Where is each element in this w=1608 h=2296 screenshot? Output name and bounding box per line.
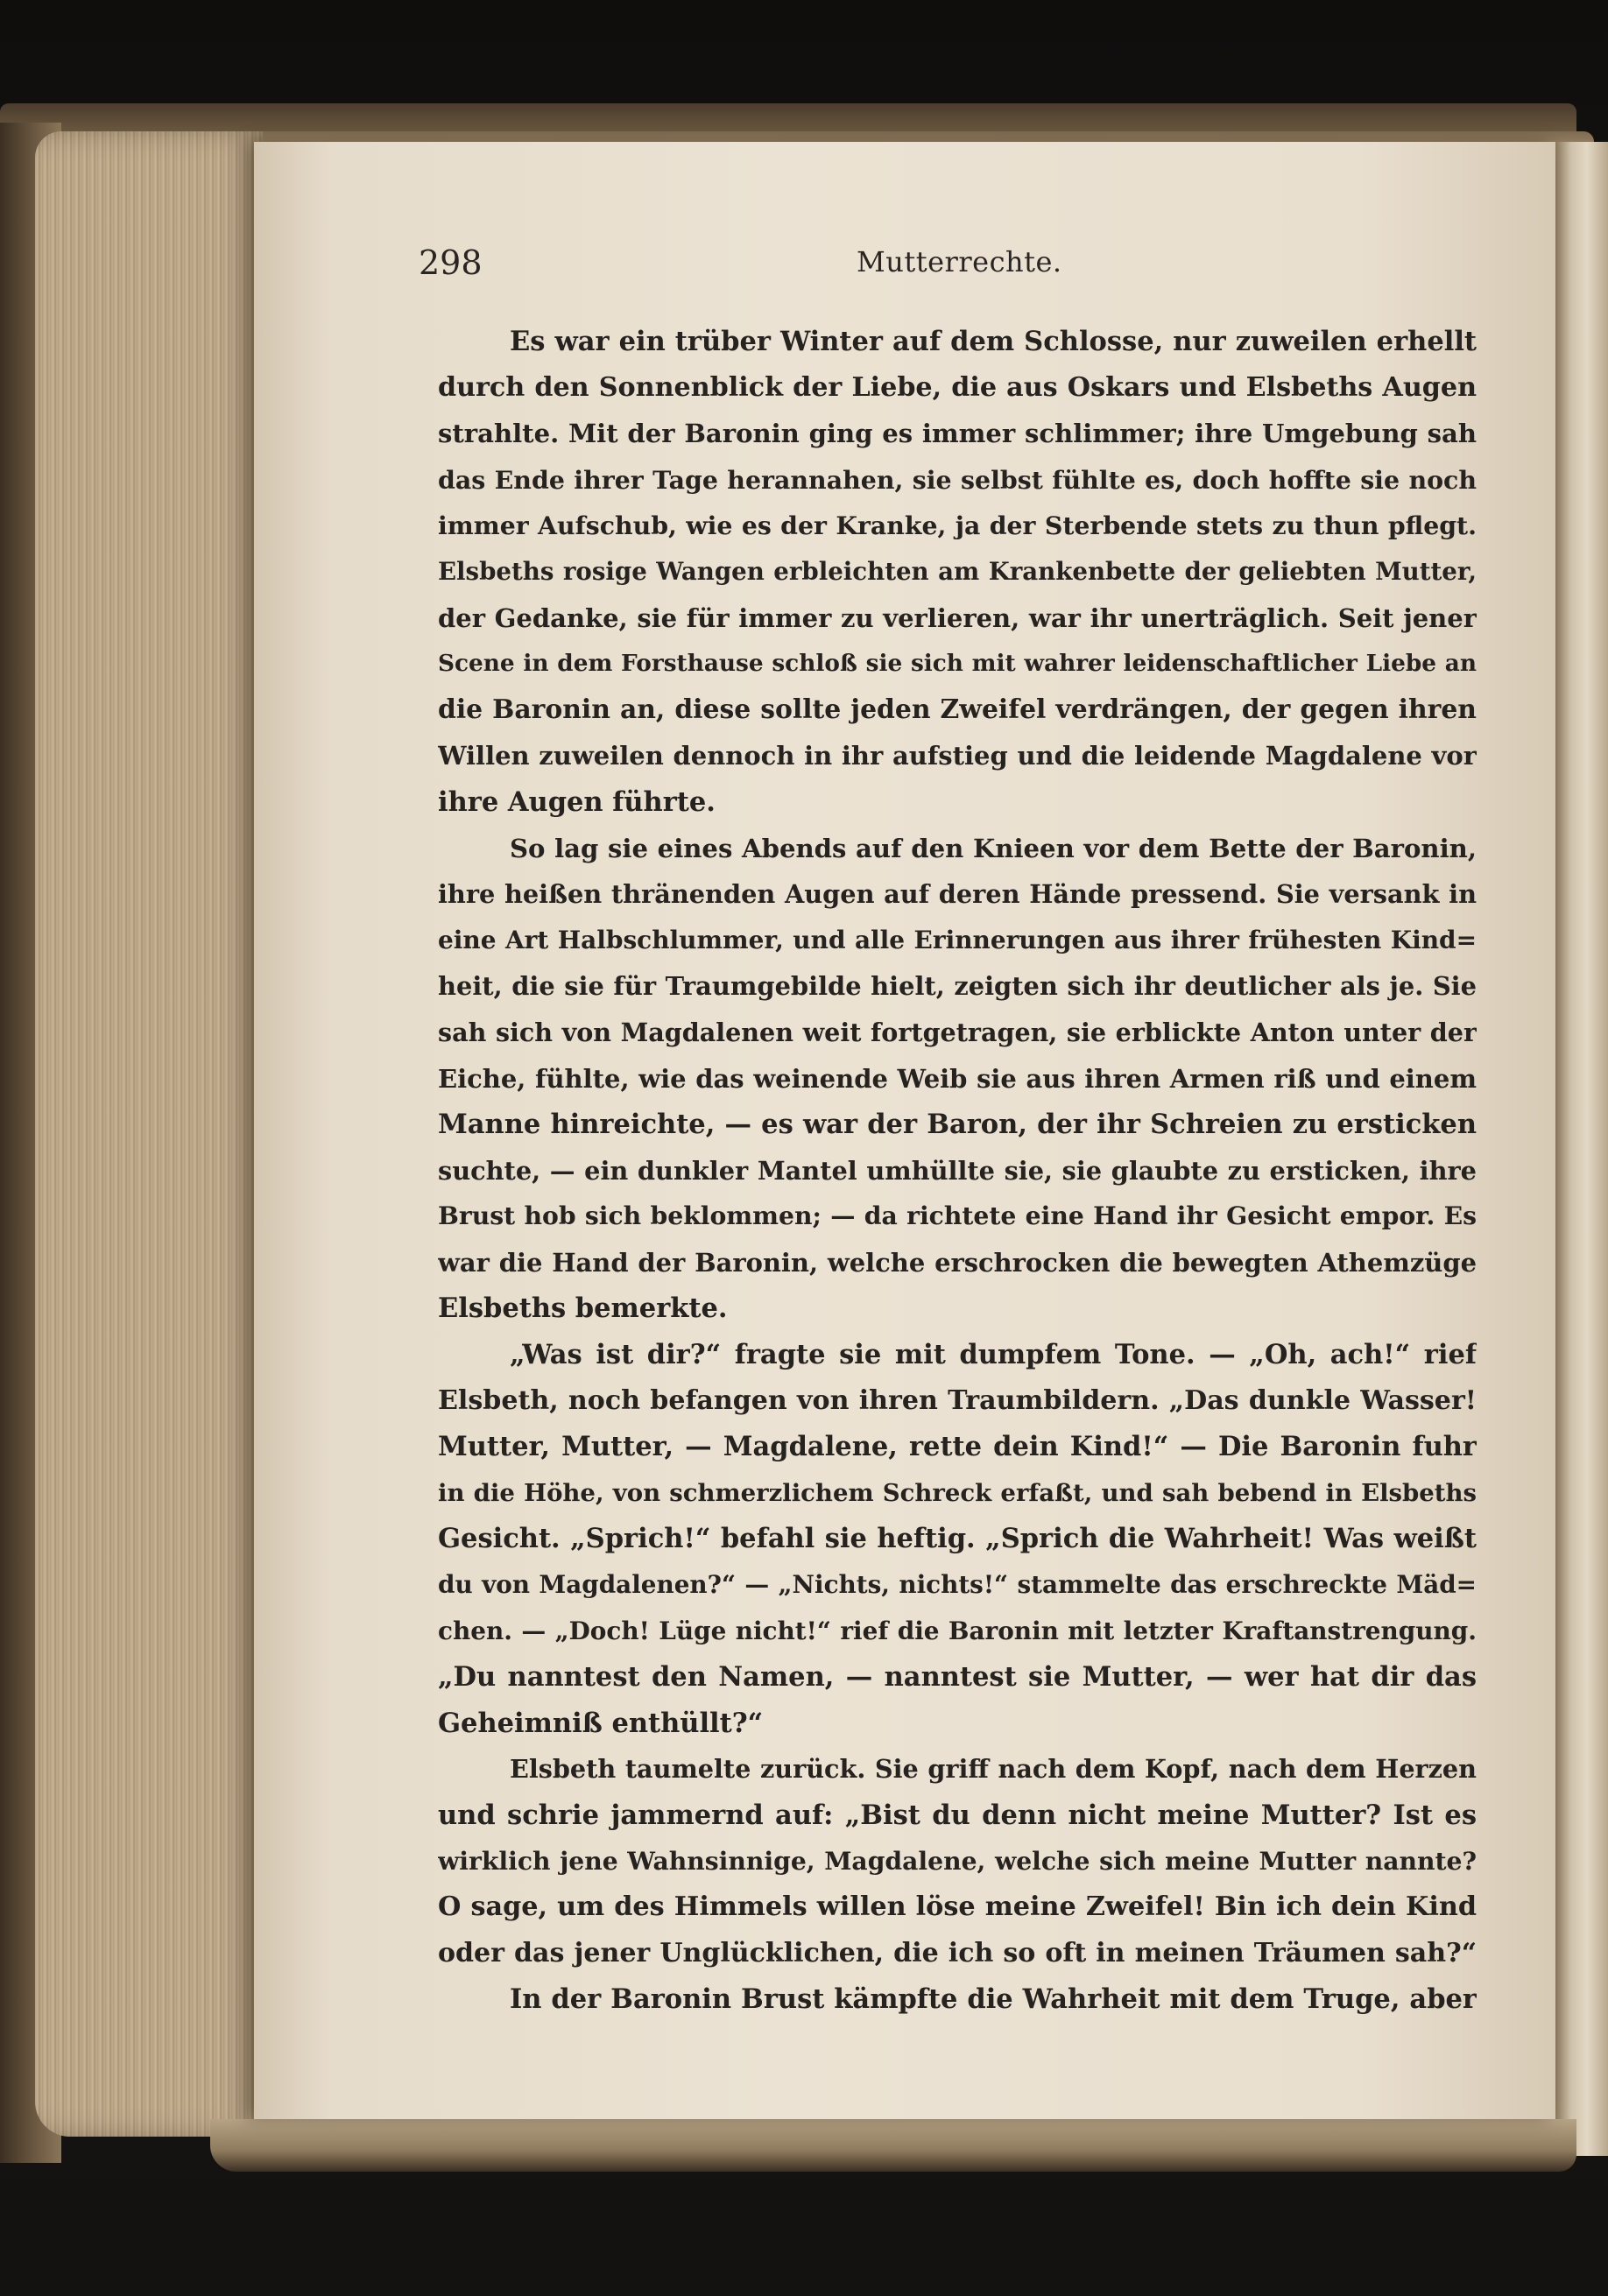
- book-bottom-edge: [210, 2119, 1576, 2172]
- text-line: wirklich jene Wahnsinnige, Magdalene, welche sich meine Mutter nannte?: [438, 1846, 1477, 1876]
- text-line: „Was ist dir?“ fragte sie mit dumpfem Tone. — „Oh, ach!“ rief: [510, 1339, 1477, 1371]
- text-line: Es war ein trüber Winter auf dem Schlosse, nur zuweilen erhellt: [510, 326, 1477, 357]
- running-head: Mutterrechte.: [857, 245, 1062, 278]
- text-line: oder das jener Unglücklichen, die ich so oft in meinen Träumen sah?“: [438, 1937, 1477, 1969]
- text-line: Mutter, Mutter, — Magdalene, rette dein Kind!“ — Die Baronin fuhr: [438, 1431, 1477, 1463]
- text-line: das Ende ihrer Tage herannahen, sie selbst fühlte es, doch hoffte sie noch: [438, 464, 1477, 495]
- page-stack-edge: [35, 131, 263, 2137]
- body-text: [438, 319, 1477, 2023]
- text-line: eine Art Halbschlummer, und alle Erinnerungen aus ihrer frühesten Kind=: [438, 925, 1477, 954]
- text-line: der Gedanke, sie für immer zu verlieren, war ihr unerträglich. Seit jener: [438, 602, 1477, 633]
- page-number: 298: [419, 243, 483, 282]
- text-line: Geheimniß enthüllt?“: [438, 1707, 764, 1739]
- text-line: Eiche, fühlte, wie das weinende Weib sie aus ihren Armen riß und einem: [438, 1063, 1477, 1094]
- text-line: und schrie jammernd auf: „Bist du denn nicht meine Mutter? Ist es: [438, 1799, 1477, 1831]
- text-line: Manne hinreichte, — es war der Baron, der ihr Schreien zu ersticken: [438, 1109, 1477, 1141]
- book-right-edge: [1555, 142, 1608, 2156]
- text-line: Brust hob sich beklommen; — da richtete eine Hand ihr Gesicht empor. Es: [438, 1201, 1477, 1231]
- text-line: durch den Sonnenblick der Liebe, die aus Oskars und Elsbeths Augen: [438, 371, 1477, 403]
- text-line: die Baronin an, diese sollte jeden Zweifel verdrängen, der gegen ihren: [438, 694, 1477, 725]
- text-line: O sage, um des Himmels willen löse meine Zweifel! Bin ich dein Kind: [438, 1891, 1477, 1923]
- text-line: ihre heißen thränenden Augen auf deren Hände pressend. Sie versank in: [438, 879, 1477, 910]
- page-header: [419, 243, 1478, 287]
- text-line: Elsbeths rosige Wangen erbleichten am Krankenbette der geliebten Mutter,: [438, 556, 1477, 586]
- text-line: sah sich von Magdalenen weit fortgetragen, sie erblickte Anton unter der: [438, 1017, 1477, 1047]
- text-line: So lag sie eines Abends auf den Knieen vor dem Bette der Baronin,: [510, 833, 1477, 863]
- text-line: chen. — „Doch! Lüge nicht!“ rief die Baronin mit letzter Kraftanstrengung.: [438, 1616, 1477, 1645]
- text-line: Willen zuweilen dennoch in ihr aufstieg und die leidende Magdalene vor: [438, 741, 1477, 771]
- text-line: Gesicht. „Sprich!“ befahl sie heftig. „Sprich die Wahrheit! Was weißt: [438, 1523, 1477, 1555]
- text-line: Scene in dem Forsthause schloß sie sich mit wahrer leidenschaftlicher Liebe an: [438, 650, 1477, 678]
- text-line: in die Höhe, von schmerzlichem Schreck erfaßt, und sah bebend in Elsbeths: [438, 1478, 1477, 1507]
- text-line: ihre Augen führte.: [438, 785, 716, 818]
- text-line: war die Hand der Baronin, welche erschrocken die bewegten Athemzüge: [438, 1247, 1477, 1278]
- text-line: Elsbeth, noch befangen von ihren Traumbildern. „Das dunkle Wasser!: [438, 1384, 1477, 1416]
- text-line: Elsbeths bemerkte.: [438, 1292, 728, 1325]
- text-line: immer Aufschub, wie es der Kranke, ja der Sterbende stets zu thun pflegt.: [438, 511, 1477, 541]
- text-line: du von Magdalenen?“ — „Nichts, nichts!“ stammelte das erschreckte Mäd=: [438, 1570, 1477, 1600]
- text-line: heit, die sie für Traumgebilde hielt, zeigten sich ihr deutlicher als je. Sie: [438, 971, 1477, 1002]
- text-line: suchte, — ein dunkler Mantel umhüllte sie, sie glaubte zu ersticken, ihre: [438, 1155, 1477, 1186]
- text-line: Elsbeth taumelte zurück. Sie griff nach dem Kopf, nach dem Herzen: [510, 1754, 1477, 1785]
- text-line: strahlte. Mit der Baronin ging es immer schlimmer; ihre Umgebung sah: [438, 419, 1477, 449]
- text-line: „Du nanntest den Namen, — nanntest sie Mutter, — wer hat dir das: [438, 1661, 1477, 1694]
- text-line: In der Baronin Brust kämpfte die Wahrheit mit dem Truge, aber: [510, 1983, 1477, 2016]
